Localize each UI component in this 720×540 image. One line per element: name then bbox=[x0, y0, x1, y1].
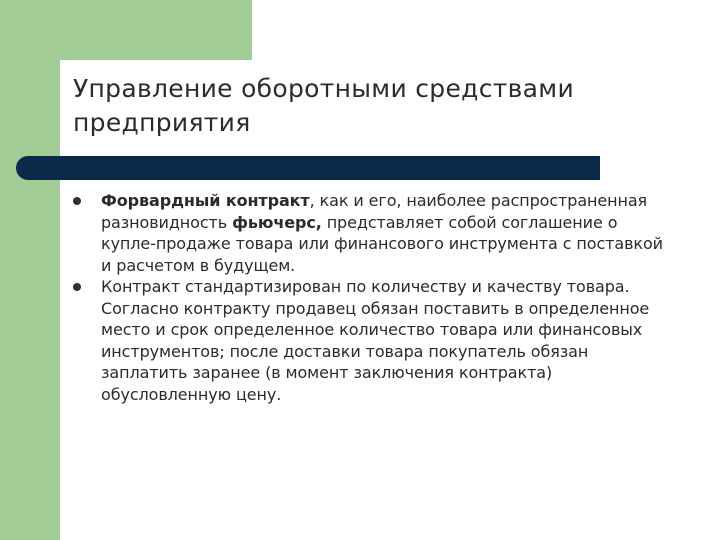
bullet-list bbox=[70, 190, 670, 405]
bullet-text-part: , как и его, наиболее распространенная разновидность bbox=[101, 191, 648, 232]
slide-title: Управление оборотными средствами предприятия bbox=[73, 74, 575, 137]
title-divider-bar bbox=[16, 156, 600, 180]
bullet-text bbox=[101, 190, 670, 276]
bullet-dot-icon bbox=[73, 197, 81, 205]
bullet-item-contract-standardized bbox=[70, 276, 670, 405]
term-forward-contract: Форвардный контракт bbox=[101, 191, 310, 210]
decorative-green-sidebar bbox=[0, 0, 60, 540]
bullet-item-forward-contract bbox=[70, 190, 670, 276]
bullet-text: Контракт стандартизирован по количеству и качеству товара. Согласно контракту продавец обязан поставить в определенное место и срок определенное количество товара или финансовых инструментов; после доставки товара покупатель обязан заплатить заранее (в момент заключения контракта) обусловленную цену. bbox=[101, 277, 650, 404]
bullet-dot-icon bbox=[73, 283, 81, 291]
term-futures: фьючерс, bbox=[232, 212, 322, 232]
bullet-text-part: представляет собой соглашение о купле-продаже товара или финансового инструмента с поставкой и расчетом в будущем. bbox=[101, 212, 663, 275]
decorative-green-header-block bbox=[60, 0, 252, 60]
